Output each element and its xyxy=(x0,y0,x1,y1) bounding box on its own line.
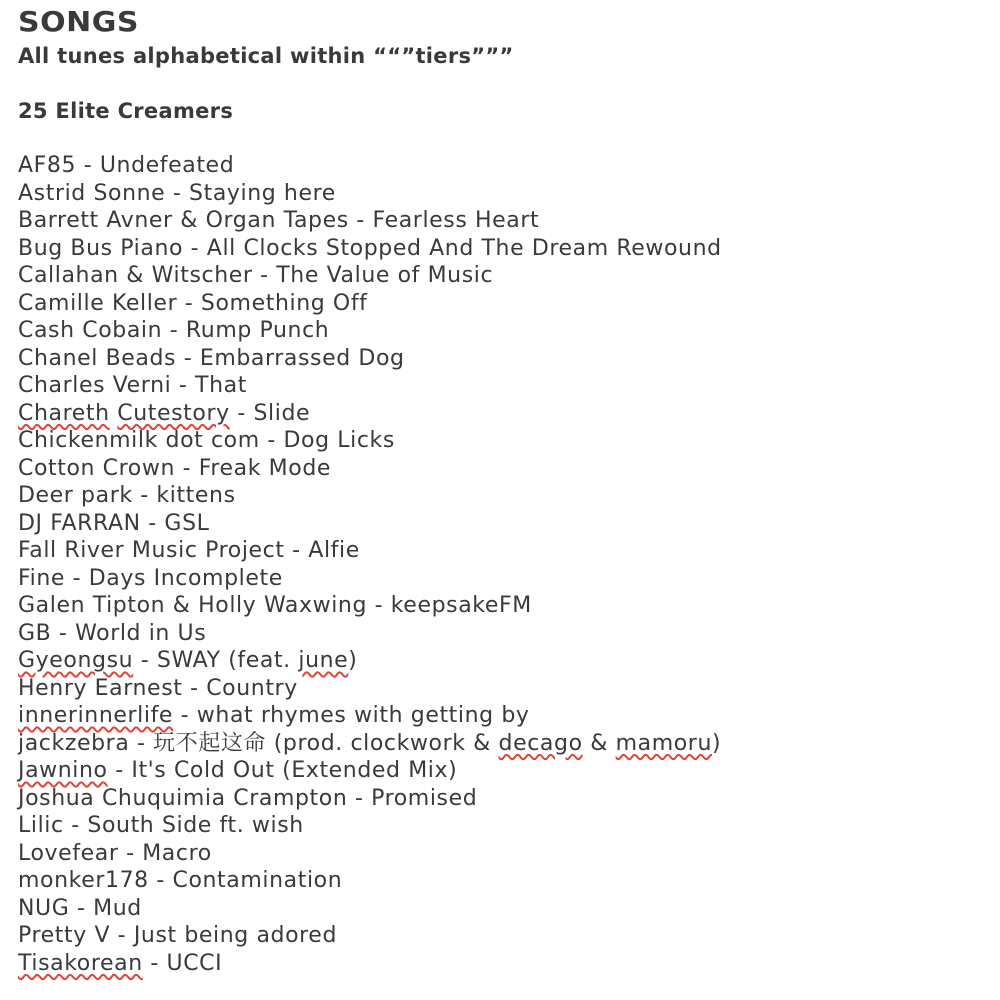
song-line xyxy=(18,317,988,345)
song-text: Charles Verni - That xyxy=(18,373,247,398)
song-text: ) xyxy=(348,648,358,673)
blank-line xyxy=(18,125,988,152)
song-text: Chickenmilk dot com - Dog Licks xyxy=(18,428,395,453)
song-line xyxy=(18,565,988,593)
song-line xyxy=(18,840,988,868)
song-line xyxy=(18,290,988,318)
song-text: Deer park - kittens xyxy=(18,483,236,508)
page-subtitle: All tunes alphabetical within ““”tiers””” xyxy=(18,44,514,68)
misspelled-word: Chareth xyxy=(18,400,110,426)
song-line xyxy=(18,647,988,675)
song-line xyxy=(18,592,988,620)
song-line xyxy=(18,675,988,703)
song-line xyxy=(18,867,988,895)
song-line xyxy=(18,455,988,483)
page-title: SONGS xyxy=(18,6,139,39)
song-text: Cash Cobain - Rump Punch xyxy=(18,318,330,343)
song-text: Camille Keller - Something Off xyxy=(18,290,368,316)
song-line xyxy=(18,785,988,813)
song-text: monker178 - Contamination xyxy=(18,868,343,893)
song-line xyxy=(18,372,988,400)
song-line xyxy=(18,400,988,428)
blank-line xyxy=(18,70,988,97)
song-line xyxy=(18,180,988,208)
song-text: Henry Earnest - Country xyxy=(18,675,298,701)
song-text: Bug Bus Piano - All Clocks Stopped And The Dream Rewound xyxy=(18,235,722,261)
misspelled-word: june xyxy=(298,648,349,673)
song-text: Fall River Music Project - Alfie xyxy=(18,538,360,563)
song-text: Pretty V - Just being adored xyxy=(18,923,338,948)
song-text: Astrid Sonne - Staying here xyxy=(18,180,336,206)
tier-heading: 25 Elite Creamers xyxy=(18,99,234,123)
song-text: GB - World in Us xyxy=(18,620,207,646)
misspelled-word: Cutestory xyxy=(117,400,230,426)
song-line xyxy=(18,812,988,840)
song-text: NUG - Mud xyxy=(18,895,142,921)
song-text: - Slide xyxy=(229,400,311,426)
document xyxy=(18,6,988,977)
song-text: Callahan & Witscher - The Value of Music xyxy=(18,263,494,288)
song-line xyxy=(18,510,988,538)
song-line xyxy=(18,922,988,950)
song-line xyxy=(18,950,988,978)
song-line xyxy=(18,427,988,455)
song-text: Joshua Chuquimia Crampton - Promised xyxy=(18,785,478,811)
song-line xyxy=(18,262,988,290)
song-line xyxy=(18,345,988,373)
song-line xyxy=(18,620,988,648)
song-text: - what rhymes with getting by xyxy=(173,703,530,728)
song-line xyxy=(18,730,988,758)
misspelled-word: Gyeongsu xyxy=(18,648,134,673)
song-text: Lilic - South Side ft. wish xyxy=(18,813,304,838)
song-line xyxy=(18,757,988,785)
song-line xyxy=(18,537,988,565)
song-text: DJ FARRAN - GSL xyxy=(18,510,210,536)
song-text: Fine - Days Incomplete xyxy=(18,565,283,591)
song-text: Cotton Crown - Freak Mode xyxy=(18,455,332,481)
song-line xyxy=(18,152,988,180)
song-text: Chanel Beads - Embarrassed Dog xyxy=(18,345,405,371)
song-text: - UCCI xyxy=(142,950,223,976)
song-line xyxy=(18,895,988,923)
misspelled-word: decago xyxy=(498,730,583,756)
song-line xyxy=(18,702,988,730)
song-line xyxy=(18,207,988,235)
misspelled-word: Jawnino xyxy=(18,758,108,783)
song-line xyxy=(18,235,988,263)
song-text: & xyxy=(582,730,616,756)
misspelled-word: Tisakorean xyxy=(18,950,143,976)
song-text: - It's Cold Out (Extended Mix) xyxy=(107,758,458,783)
song-text: jackzebra - 玩不起这命 (prod. clockwork & xyxy=(18,730,499,756)
song-line xyxy=(18,482,988,510)
song-text: Lovefear - Macro xyxy=(18,840,212,866)
song-text: Galen Tipton & Holly Waxwing - keepsakeFM xyxy=(18,593,532,618)
song-text: ) xyxy=(712,730,722,756)
misspelled-word: innerinnerlife xyxy=(18,703,174,728)
misspelled-word: mamoru xyxy=(615,730,712,756)
song-list xyxy=(18,152,988,977)
song-text: - SWAY (feat. xyxy=(133,648,299,673)
song-text: AF85 - Undefeated xyxy=(18,153,235,178)
song-text: Barrett Avner & Organ Tapes - Fearless Heart xyxy=(18,208,540,233)
